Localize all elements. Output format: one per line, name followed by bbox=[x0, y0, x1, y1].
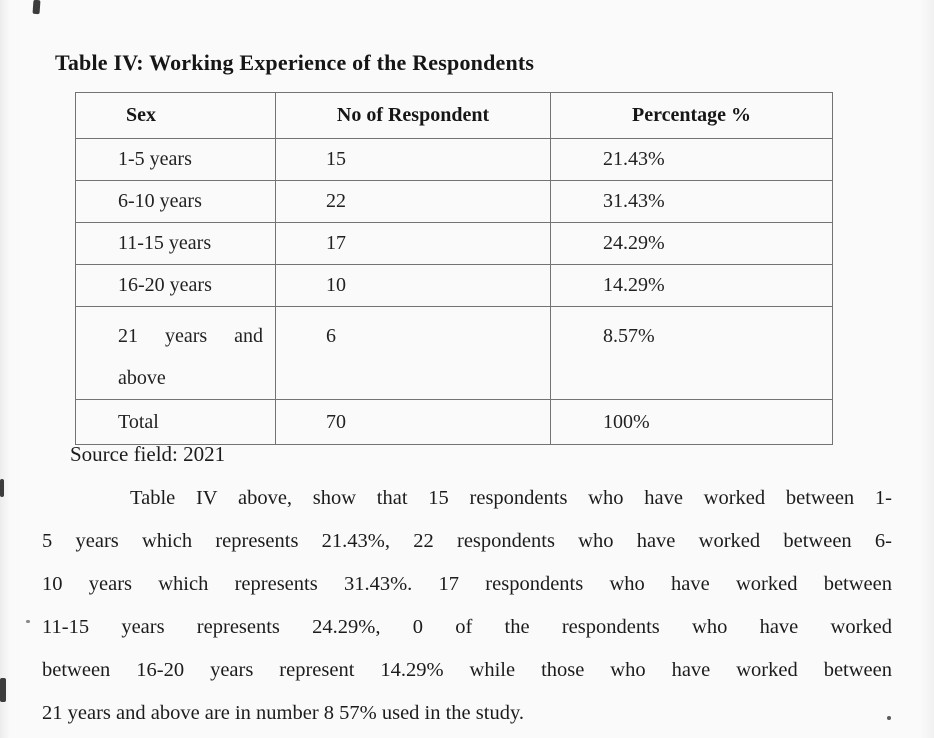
cell-experience-range: 11-15 years bbox=[76, 223, 276, 265]
table-row bbox=[76, 181, 833, 223]
header-sex: Sex bbox=[76, 93, 276, 139]
table-header-row bbox=[76, 93, 833, 139]
table-caption: Table IV: Working Experience of the Respondents bbox=[55, 50, 535, 75]
cell-percentage: 8.57% bbox=[551, 307, 833, 400]
scan-artifact-top-edge bbox=[33, 0, 41, 14]
table-row bbox=[76, 307, 833, 400]
paragraph-line: between 16-20 years represent 14.29% while those who have worked between bbox=[42, 659, 892, 681]
cell-respondents: 22 bbox=[276, 181, 551, 223]
paragraph-line: 11-15 years represents 24.29%, 0 of the respondents who have worked bbox=[42, 616, 892, 638]
cell-respondents: 6 bbox=[276, 307, 551, 400]
cell-respondents: 17 bbox=[276, 223, 551, 265]
cell-percentage: 24.29% bbox=[551, 223, 833, 265]
cell-percentage: 31.43% bbox=[551, 181, 833, 223]
cell-experience-range: 6-10 years bbox=[76, 181, 276, 223]
scan-artifact-dot-1 bbox=[26, 620, 30, 623]
cell-respondents: 15 bbox=[276, 139, 551, 181]
table-row bbox=[76, 265, 833, 307]
scan-artifact-left-edge-1 bbox=[0, 479, 4, 497]
analysis-paragraph bbox=[42, 477, 892, 735]
cell-experience-range: 16-20 years bbox=[76, 265, 276, 307]
working-experience-table bbox=[75, 92, 833, 445]
paragraph-line: 21 years and above are in number 8 57% used in the study. bbox=[42, 702, 525, 724]
paragraph-line: 5 years which represents 21.43%, 22 respondents who have worked between 6- bbox=[42, 530, 892, 552]
cell-respondents: 70 bbox=[276, 400, 551, 445]
scan-artifact-left-edge-2 bbox=[0, 678, 6, 702]
source-note: Source field: 2021 bbox=[70, 442, 226, 466]
table-total-row bbox=[76, 400, 833, 445]
cell-percentage: 21.43% bbox=[551, 139, 833, 181]
cell-percentage: 14.29% bbox=[551, 265, 833, 307]
table-row bbox=[76, 223, 833, 265]
paragraph-line: 10 years which represents 31.43%. 17 respondents who have worked between bbox=[42, 573, 892, 595]
header-percentage: Percentage % bbox=[551, 93, 833, 139]
cell-experience-range: 1-5 years bbox=[76, 139, 276, 181]
cell-total-label: Total bbox=[76, 400, 276, 445]
paragraph-line: Table IV above, show that 15 respondents who have worked between 1- bbox=[130, 487, 892, 509]
table-row bbox=[76, 139, 833, 181]
cell-respondents: 10 bbox=[276, 265, 551, 307]
cell-percentage: 100% bbox=[551, 400, 833, 445]
cell-experience-range: 21 years and above bbox=[76, 307, 276, 400]
header-respondents: No of Respondent bbox=[276, 93, 551, 139]
